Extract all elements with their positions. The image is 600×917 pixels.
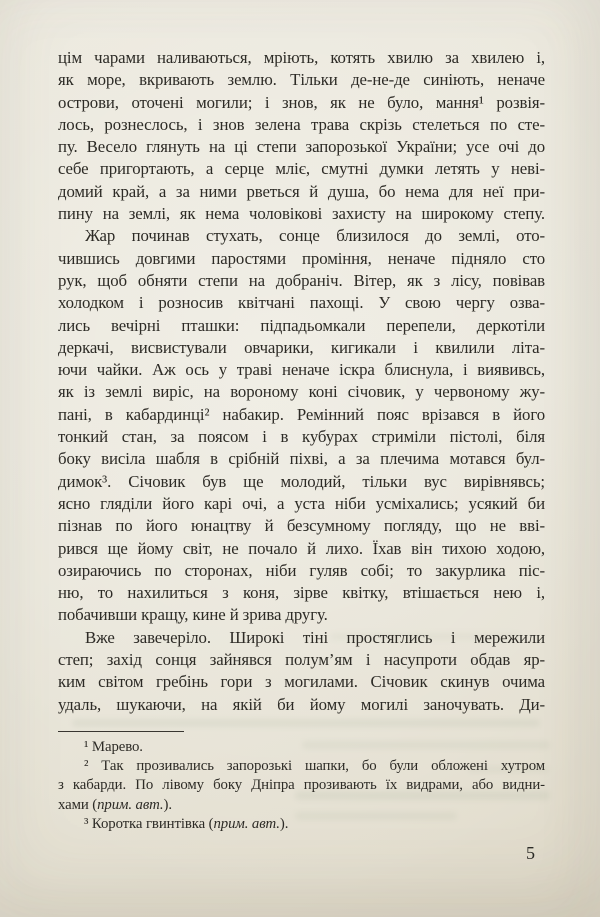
main-text bbox=[58, 47, 545, 716]
footnote-line bbox=[58, 796, 545, 815]
footnotes bbox=[58, 731, 545, 834]
text-line: холодком і розносив квітчані пахощі. У свою чергу озва- bbox=[58, 293, 545, 313]
text-line: озираючись по сторонах, ніби гуляв собі; то закурлика піс- bbox=[58, 560, 545, 580]
text-line: Жар починав стухать, сонце близилося до землі, ото- bbox=[85, 226, 545, 246]
footnote-text: ). bbox=[279, 815, 289, 832]
text-line: ясно гляділи його карі очі, а уста ніби усміхались; усякий би bbox=[58, 493, 545, 513]
text-line: як із землі виріс, на вороному коні січовик, у червоному жу- bbox=[58, 382, 545, 402]
text-line: домий край, а за ними рветься й душа, бо нема для неї при- bbox=[58, 181, 545, 201]
footnote-text: ¹ Марево. bbox=[84, 739, 143, 755]
paragraph bbox=[58, 627, 545, 716]
paragraph bbox=[58, 47, 545, 225]
text-line: як море, вкривають землю. Тільки де-не-де синіють, неначе bbox=[58, 70, 545, 90]
page-number: 5 bbox=[526, 843, 535, 863]
footnote-line bbox=[58, 757, 545, 776]
footnote-line bbox=[58, 815, 545, 834]
footnote-line bbox=[58, 776, 545, 795]
text-line: рився ще йому світ, не почало й лихо. Їхав він тихою ходою, bbox=[58, 538, 545, 558]
text-line: боку висіла шабля в срібній піхві, а за плечима мотався бул- bbox=[58, 449, 545, 469]
text-line: Вже завечеріло. Широкі тіні простяглись і мережили bbox=[85, 627, 545, 647]
footnote-text: хами ( bbox=[58, 796, 98, 813]
text-line: рук, щоб обняти степи на добраніч. Вітер, як з лісу, повівав bbox=[58, 270, 545, 290]
text-line: острови, оточені могили; і знов, як не було, мання¹ розвія- bbox=[58, 92, 545, 112]
text-line: побачивши кращу, кине й зрива другу. bbox=[58, 605, 328, 625]
paragraph bbox=[58, 225, 545, 626]
text-line: ким світом гребінь гори з могилами. Січовик скинув очима bbox=[58, 672, 545, 692]
text-line: тонкий стан, за поясом і в кубурах стриміли пістолі, біля bbox=[58, 427, 545, 447]
text-line: пізнав по його юнацтву й безсумному погляду, що не вві- bbox=[58, 516, 545, 536]
footnote-text-italic: прим. авт. bbox=[97, 796, 164, 813]
show-through-ghost bbox=[72, 719, 540, 727]
text-line: пину на землі, як нема чоловікові захисту на широкому степу. bbox=[58, 204, 545, 224]
footnote-line bbox=[58, 738, 545, 757]
footnote-text-italic: прим. авт. bbox=[213, 815, 280, 832]
footnote-text: ³ Коротка гвинтівка ( bbox=[84, 815, 214, 832]
footnote-text: ). bbox=[163, 796, 172, 813]
text-line: деркачі, висвистували овчарики, кигикали і квилили літа- bbox=[58, 337, 545, 357]
text-line: ню, то нахилиться з коня, зірве квітку, втішається нею і, bbox=[58, 583, 545, 603]
text-line: пу. Весело глянуть на ці степи запорозької України; усе очі до bbox=[58, 137, 545, 157]
text-line: лось, рознеслось, і знов зелена трава скрізь стелеться по сте- bbox=[58, 114, 545, 134]
text-line: степ; захід сонця зайнявся полум’ям і насупроти обдав яр- bbox=[58, 650, 545, 670]
footnote-text: з кабарди. По лівому боку Дніпра прозивають їх видрами, або видни- bbox=[58, 777, 545, 794]
text-line: удаль, шукаючи, на якій би йому могилі заночувать. Ди- bbox=[58, 694, 545, 714]
footnote-divider bbox=[58, 731, 184, 732]
text-line: чившись довгими паростями проміння, неначе підняло сто bbox=[58, 248, 545, 268]
text-line: себе пригортають, а серце мліє, смутні думки летять у неві- bbox=[58, 159, 545, 179]
text-line: ючи чайки. Аж ось у траві неначе іскра блиснула, і виявивсь, bbox=[58, 360, 545, 380]
text-line: димок³. Січовик був ще молодий, тільки вус вирівнявсь; bbox=[58, 471, 545, 491]
text-line: цім чарами наливаються, мріють, котять хвилю за хвилею і, bbox=[58, 48, 545, 67]
footnote-text: ² Так прозивались запорозькі шапки, бо були обложені хутром bbox=[84, 758, 545, 775]
text-line: лись вечірні пташки: підпадьомкали перепели, деркотіли bbox=[58, 315, 545, 335]
text-line: пані, в кабардинці² набакир. Ремінний пояс врізався в його bbox=[58, 404, 545, 424]
